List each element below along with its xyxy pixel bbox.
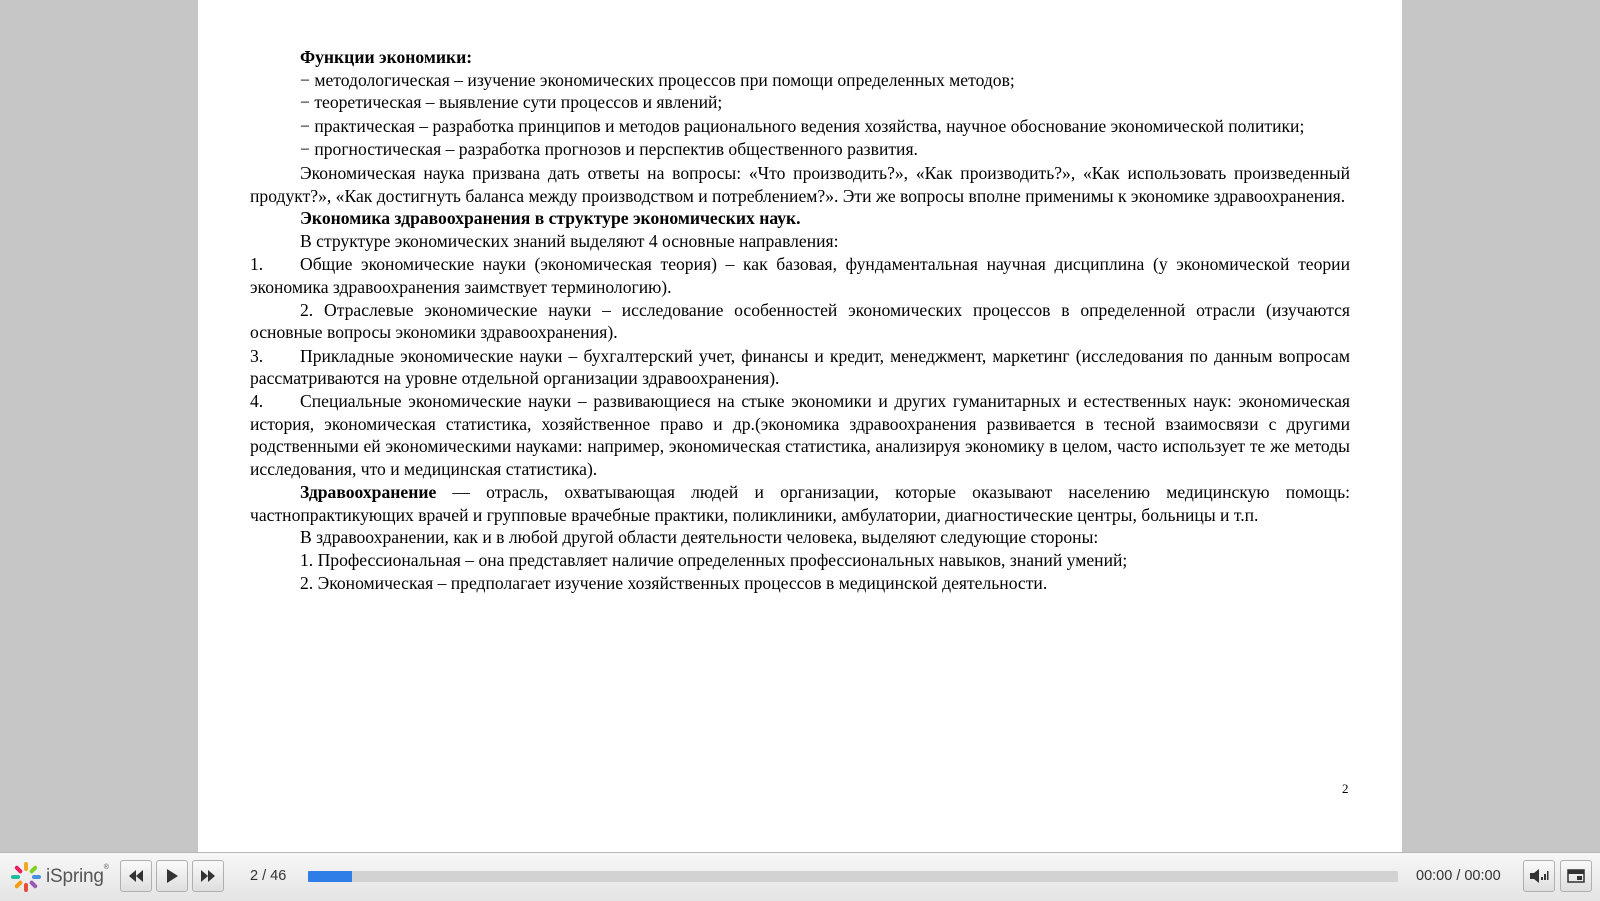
heading-structure: Экономика здравоохранения в структуре экономических наук. — [300, 208, 801, 229]
paragraph-questions: Экономическая наука призвана дать ответы на вопросы: «Что производить?», «Как производить?», «Как использовать произведенный продукт?», «Как достигнуть баланса между производством и потреблением?». Эти же вопросы вполне применимы к экономике здравоохранения. — [250, 162, 1350, 206]
slide-counter: 2 / 46 — [250, 868, 287, 884]
side-item: 1. Профессиональная – она представляет наличие определенных профессиональных навыков, знаний умений; — [300, 550, 1128, 571]
ispring-flower-icon — [10, 861, 42, 893]
fast-forward-icon — [199, 869, 217, 883]
layout-icon — [1567, 869, 1585, 883]
list-number: 4. — [250, 390, 264, 411]
healthcare-term: Здравоохранение — [300, 482, 437, 503]
player-toolbar — [0, 852, 1600, 901]
volume-icon — [1529, 868, 1549, 884]
progress-bar[interactable] — [308, 871, 1398, 882]
previous-slide-button[interactable] — [120, 860, 152, 892]
list-item-1 — [250, 253, 1350, 298]
healthcare-definition: — отрасль, охватывающая людей и организации, которые оказывают населению медицинскую помощь: частнопрактикующих врачей и групповые врачебные практики, поликлиники, амбулатории, диагностические центры, больницы и т.п. — [250, 482, 1350, 525]
registered-mark: ® — [103, 864, 109, 871]
logo-text: iSpring® — [46, 864, 109, 887]
slide-page — [198, 0, 1402, 852]
progress-fill — [308, 871, 352, 882]
slide-content — [250, 46, 1350, 594]
page-number: 2 — [1342, 781, 1349, 796]
side-item: 2. Экономическая – предполагает изучение хозяйственных процессов в медицинской деятельности. — [300, 572, 1048, 593]
time-display: 00:00 / 00:00 — [1416, 868, 1501, 884]
list-number: 3. — [250, 345, 264, 366]
list-number: 1. — [250, 254, 264, 275]
play-button[interactable] — [156, 860, 188, 892]
structure-intro: В структуре экономических знаний выделяют 4 основные направления: — [300, 230, 839, 251]
list-text: Прикладные экономические науки – бухгалтерский учет, финансы и кредит, менеджмент, маркетинг (исследования по данным вопросам рассматриваются на уровне отдельной организации здравоохранения). — [250, 345, 1350, 389]
rewind-icon — [127, 869, 145, 883]
list-text: Общие экономические науки (экономическая теория) – как базовая, фундаментальная научная дисциплина (у экономической теории экономика здравоохранения заимствует терминологию). — [250, 254, 1350, 297]
sides-intro: В здравоохранении, как и в любой другой области деятельности человека, выделяют следующие стороны: — [300, 527, 1099, 548]
layout-button[interactable] — [1560, 860, 1592, 892]
list-item-3 — [250, 345, 1350, 390]
list-item-2: 2. Отраслевые экономические науки – исследование особенностей экономических процессов в определенной отрасли (изучаются основные вопросы экономики здравоохранения). — [250, 299, 1350, 343]
list-item-4 — [250, 390, 1350, 480]
list-text: Специальные экономические науки – развивающиеся на стыке экономики и других гуманитарных и естественных наук: экономическая история, экономическая статистика, хозяйственное право и др.(экономика здравоохранения развивается в тесной взаимосвязи с другими родственными ей экономическими науками: например, экономическая статистика, анализируя экономику в целом, часто использует те же методы исследования, что и медицинская статистика). — [250, 390, 1350, 479]
function-item: − методологическая – изучение экономических процессов при помощи определенных методов; — [300, 69, 1015, 90]
ispring-logo[interactable] — [10, 861, 109, 893]
paragraph-healthcare — [250, 481, 1350, 526]
heading-functions: Функции экономики: — [300, 47, 473, 67]
play-icon — [165, 868, 179, 884]
function-item: − теоретическая – выявление сути процессов и явлений; — [300, 92, 723, 113]
function-item: − практическая – разработка принципов и методов рационального ведения хозяйства, научное обоснование экономической политики; — [300, 115, 1305, 136]
volume-button[interactable] — [1523, 860, 1555, 892]
function-item: − прогностическая – разработка прогнозов и перспектив общественного развития. — [300, 139, 918, 160]
next-slide-button[interactable] — [192, 860, 224, 892]
